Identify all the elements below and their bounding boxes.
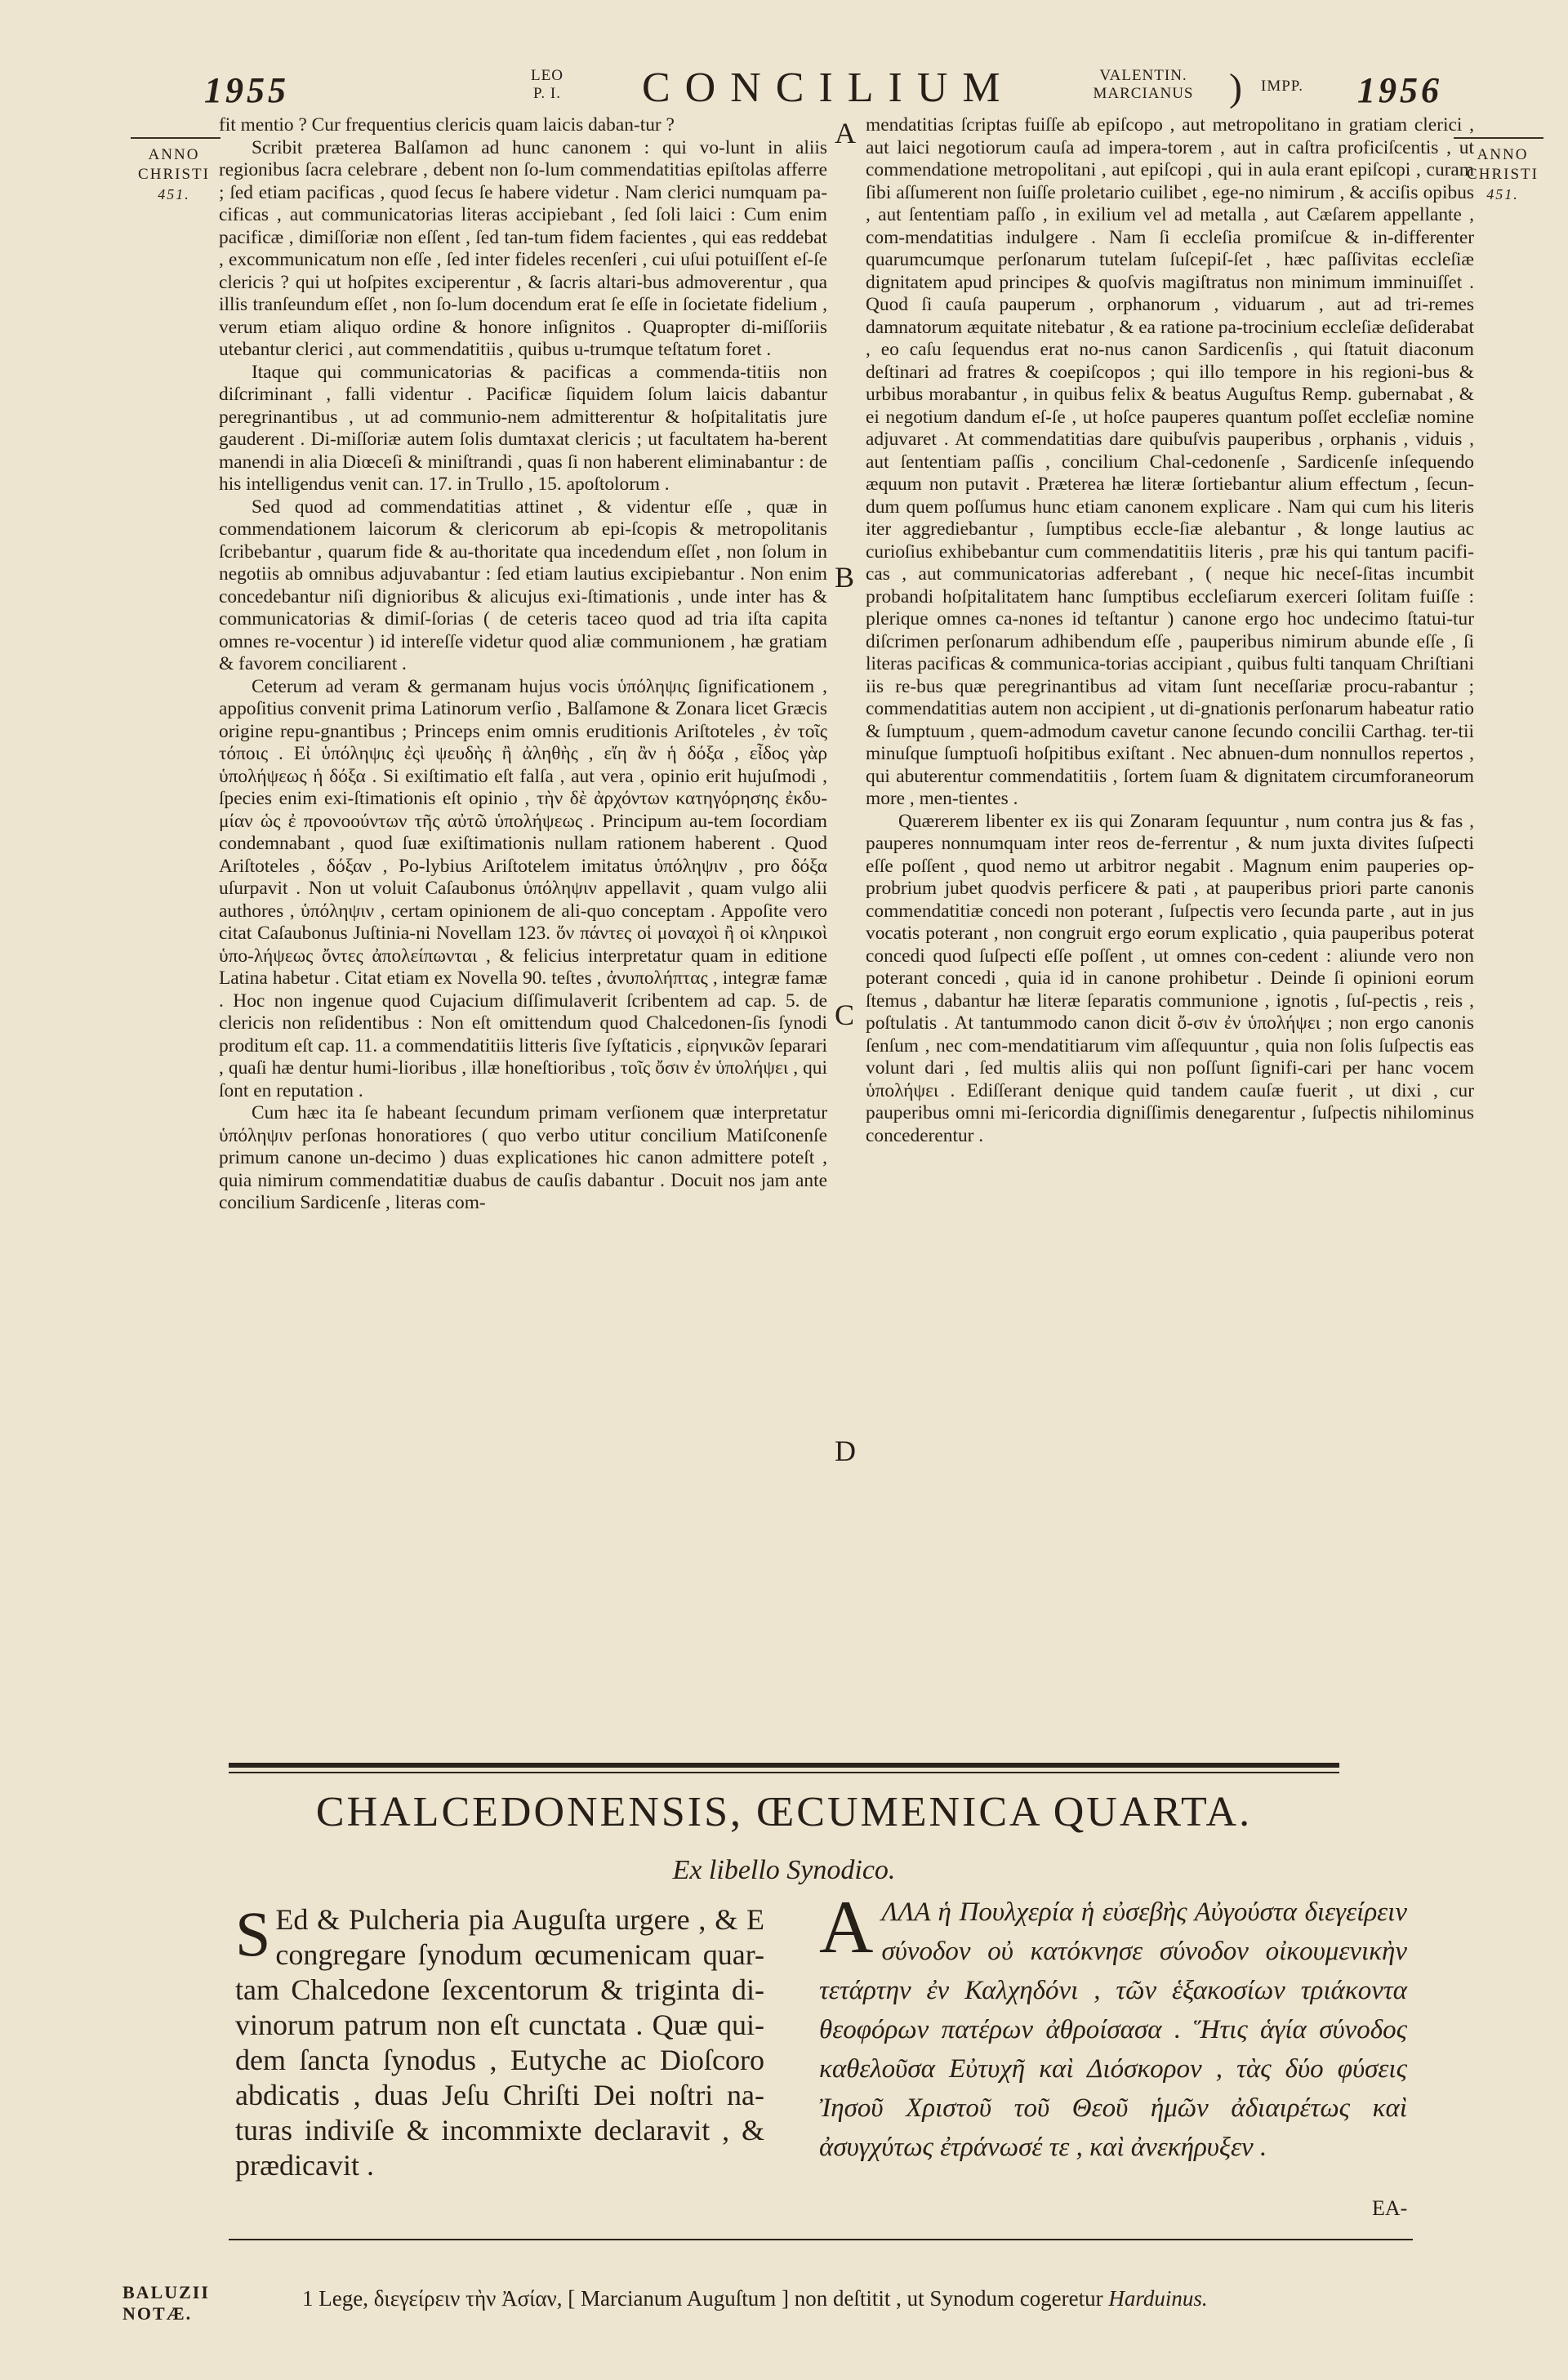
running-title: CONCILIUM: [642, 65, 1015, 111]
section-subtitle: Ex libello Synodico.: [672, 1855, 896, 1885]
footnote-body: 1 Lege, διεγείρειν τὴν Ἀσίαν, [ Marcianum Auguſtum ] non deſtitit , ut Synodum cogeretur: [302, 2286, 1109, 2311]
right-page-number: 1956: [1357, 70, 1442, 110]
impp-label: IMPP.: [1261, 78, 1303, 95]
section-letter-c: C: [835, 999, 855, 1031]
column-paragraph: Scribit præterea Balſamon ad hunc canonem : qui vo-lunt in aliis regionibus ſacra celebrare , debent non ſo-lum commendatitias epiſtolas afferre ; ſed etiam pacificas , quod ſecus ſe habere videtur . Nam clerici numquam pa-cificas , aut communicatorias literas accipiebant , ſed ſoli laici : Cum enim pacificæ , dimiſſoriæ non eſſent , ſed tan-tum fidem facientes , qui eas reddebat , excommunicatum non eſſe , ſed inter fideles recenſeri , cui uſui potuiſſent eſ-ſe clericis ? qui ut hoſpites exciperentur , & ſacris altari-bus admoverentur , qua illis tranſeundum eſſet , non ſo-lum docendum erat ſe eſſe in ſocietate fidelium , verum etiam aliquo ordine & honore inſignitos . Quapropter di-miſſoriis utebantur clerici , aut commendatitiis , quibus u-trumque teſtatum foret .: [219, 136, 827, 360]
section-rule-thick: [229, 1763, 1339, 1768]
column-paragraph: Quærerem libenter ex iis qui Zonaram ſequuntur , num contra jus & fas , pauperes nonnumquam inter reos de-ferrentur , & num juxta divites ſuſpecti eſſe poſſent , quod nemo ut arbitror negabit . Magnum enim pauperies op-probrium jubet quodvis perficere & pati , at pauperibus priori parte canonis commendatitiæ concedi non poterant , ſuſpectis vero ſecunda parte , aut in jus vocatis poterant , non congruit ergo eorum explicatio , quia pauperibus poterat concedi quod ſuſpecti eſſe poſſent , ut omnes con-cedent : aliunde vero non poterant concedi , quia id in canone prohibetur . Deinde ſi opinioni eorum ſtemus , dabantur hæ literæ ſeparatis communione , ignotis , ſuſ-pectis , reis , poſtulatis . At tantummodo canon dicit ὄ-σιν ἐν ὑπολήψει ; non ergo canonis ſenſum , nec com-mendatitiarum vim aſſequuntur , quia non ſolis ſuſpectis eas volunt dari , ſed multis aliis qui non poſſunt ſignifi-cari per hanc vocem ὑπολήψει . Ediſſerant denique quid tandem cauſæ fuerit , ut dixi , cur pauperibus omni mi-ſericordia digniſſimis denegarentur , ſuſpectis nihilominus concederentur .: [866, 810, 1474, 1146]
catchword: EA-: [1372, 2196, 1408, 2220]
anno-label: ANNO: [1477, 146, 1529, 163]
column-paragraph: Sed quod ad commendatitias attinet , & videntur eſſe , quæ in commendationem laicorum & clericorum ab epi-ſcopis & metropolitanis ſcribebantur , quarum fide & au-thoritate qua incedendum eſſet , non ſolum in negotiis ab omnibus adjuvabantur : ſed etiam lautius excipiebantur . Non enim concedebantur niſi dignioribus & alicujus exi-ſtimationis , unde inter has & communicatorias & dimiſ-ſorias ( de ceteris taceo quod ad tria iſta capita omnes re-vocentur ) id intereſſe videtur quod aliæ communionem , hæ gratiam & favorem conciliarent .: [219, 496, 827, 674]
column-paragraph: mendatitias ſcriptas fuiſſe ab epiſcopo , aut metropolitano in gratiam clerici , aut laici negotiorum cauſa ad impera-torem , aut in caſtra proficiſcentis , ut commendatione metropolitani , aut epiſcopi , qui in aula erant epiſcopi , curam ſibi aſſumerent non ſuiſſe proletario cuilibet , ege-no nimirum , & acciſis opibus , aut ſententiam paſſo , in exilium vel ad metalla , aut Cæſarem appellante , com-mendatitias indulgere . Nam ſi eccleſia promiſcue & in-differenter quarumcumque perſonarum tutelam ſuſcepiſ-ſet , hæc paſſivitas eccleſiæ dignitatem apud principes & quoſvis magiſtratus non minimum imminuiſſet . Quod ſi cauſa pauperum , orphanorum , viduarum , aut ad tri-remes damnatorum æquitate nitebatur , & ea ratione pa-trocinium eccleſiæ deſiderabat , eo caſu ſequendus erat no-nus canon Sardicenſis , qui ſtatuit diaconum deſtinari ad fratres & coepiſcopos ; qui illo tempore in his regioni-bus & urbibus morabantur , in quibus felix & beatus Auguſtus Remp. gubernabat , & ei negotium dandum eſ-ſe , ut hoſce pauperes quantum poſſet eccleſiæ nomine adjuvaret . At commendatitias dare quibuſvis pauperibus , orphanis , viduis , aut ſententiam paſſis , concilium Chal-cedonenſe , Sardicenſe inſequendo æquum non putavit . Præterea hæ literæ ſortiebantur alium effectum , ſecun-dum quem poſſumus hunc etiam canonem explicare . Nam qui cum his literis iter aggrediebantur , ſumptibus eccle-ſiæ alebantur , & longe lautius ac curioſius exhibebantur cum commendatitiis literis , præ his qui tantum pacifi-cas , aut communicatorias adferebant , ( neque hic neceſ-ſitas incumbit probandi hoſpitalitatem hanc ſumptibus eccleſiarum exerceri ſolitam fuiſſe : plerique omnes ca-nones id teſtantur ) canone ergo hoc undecimo ſtatui-tur diſcrimen perſonarum adhibendum eſſe , pauperibus nimirum abunde eſſe , ſi literas pacificas & communica-torias accipiant , quibus fulti tanquam Chriſtiani iis re-bus quæ peregrinantibus ad vitam ſunt neceſſariæ procu-rabantur ; commendatitias autem non accipient , ut di-gnationis perſonarum habeatur ratio & ſumptuum , quem-admodum cavetur canone ſecundo concilii Carthag. ter-tii minuſque ſumptuoſi hoſpitibus exiſtant . Nec abnuen-dum nonnullos repertos , qui abuterentur commendatitiis , ſortem ſuam & dignitatem circumforaneorum more , men-tientes .: [866, 114, 1474, 809]
christi-label: CHRISTI: [1467, 166, 1539, 183]
anno-label: ANNO: [148, 146, 200, 163]
margin-note-left: [121, 145, 227, 204]
emperor-line-1: VALENTIN.: [1099, 67, 1187, 84]
left-page-number: 1955: [204, 70, 289, 110]
pope-line: P. I.: [532, 85, 562, 102]
right-column: [866, 114, 1474, 1147]
notes-label: [122, 2282, 210, 2324]
greek-text: ΛΛΑ ἡ Πουλχερία ἡ εὐσεβὴς Αὐγούστα διεγείρειν σύνοδον οὐ κατόκνησε σύνοδον οἰκουμενικὴν τετάρτην ἐν Καλχηδόνι , τῶν ἑξακοσίων τριάκοντα θεοφόρων πατέρων ἀθροίσασα . Ἥτις ἁγία σύνοδος καθελοῦσα Εὐτυχῆ καὶ Διόσκορον , τὰς δύο φύσεις Ἰησοῦ Χριστοῦ τοῦ Θεοῦ ἡμῶν ἀδιαιρέτως καὶ ἀσυγχύτως ἐτράνωσέ τε , καὶ ἀνεκήρυξεν .: [819, 1897, 1407, 2162]
emperor-line-2: MARCIANUS: [1093, 85, 1194, 102]
brace-glyph: ): [1229, 66, 1242, 109]
leo-line: LEO: [531, 67, 564, 84]
latin-text-block: [235, 1898, 764, 2183]
footnote-text: [302, 2286, 1208, 2311]
footnote-author: Harduinus.: [1108, 2286, 1208, 2311]
column-paragraph: fit mentio ? Cur frequentius clericis quam laicis daban-tur ?: [219, 114, 675, 136]
column-paragraph: Cum hæc ita ſe habeant ſecundum primam verſionem quæ interpretatur ὑπόληψιν perſonas honoratiores ( quo verbo utitur concilium Matiſconenſe primum canone un-decimo ) duas explicationes hic canon admittere poteſt , quia nimirum commendatitiæ duabus de cauſis dabantur . Docuit nos jam ante concilium Sardicenſe , literas com-: [219, 1102, 827, 1213]
year-label: 451.: [1486, 186, 1519, 202]
section-title: CHALCEDONENSIS, ŒCUMENICA QUARTA.: [315, 1789, 1253, 1835]
greek-text-block: [819, 1885, 1407, 2167]
notes-label-line-1: BALUZII: [122, 2282, 210, 2302]
section-rule-thin: [229, 1772, 1339, 1773]
year-label: 451.: [158, 186, 190, 202]
column-paragraph: Itaque qui communicatorias & pacificas a commenda-titiis non diſcriminant , falli videntur . Pacificæ ſiquidem ſolum laicis dabantur peregrinantibus , ut ad communio-nem admitterentur & hoſpitalitatis jure gauderent . Di-miſſoriæ autem ſolis dumtaxat clericis ; ut facultatem ha-berent manendi in alia Diœceſi & miniſtrandi , quas ſi non haberent eliminabantur : de his intelligendus venit can. 17. in Trullo , 15. apoſtolorum .: [219, 361, 827, 495]
latin-drop-cap: S: [235, 1898, 271, 1969]
section-letter-d: D: [835, 1435, 856, 1467]
notes-label-line-2: NOTÆ.: [122, 2303, 193, 2324]
latin-text: Ed & Pulcheria pia Auguſta urgere , & E congregare ſynodum œcumenicam quar-tam Chalcedone ſexcentorum & triginta di-vinorum patrum non eſt cunctata . Quæ qui-dem ſancta ſynodus , Eutyche ac Dioſcoro abdicatis , duas Jeſu Chriſti Dei noſtri na-turas indiviſe & incommixte declaravit , & prædicavit .: [235, 1903, 764, 2182]
greek-drop-cap: Α: [819, 1885, 874, 1969]
christi-label: CHRISTI: [138, 166, 210, 183]
section-letter-a: A: [835, 117, 856, 149]
margin-rule-left: [131, 137, 220, 139]
section-letter-b: B: [835, 561, 855, 594]
left-column: [219, 114, 827, 1215]
emperors-header: [1058, 67, 1229, 103]
footnote-rule: [229, 2239, 1413, 2240]
leo-header: [523, 67, 572, 103]
column-paragraph: Ceterum ad veram & germanam hujus vocis ὑπόληψις ſignificationem , appoſitius convenit prima Latinorum verſio , Balſamone & Zonara licet Græcis origine repu-gnantibus ; Princeps enim omnis eruditionis Ariſtoteles , ἐν τοῖς τόποις . Εἰ ὑπόληψις ἐςὶ ψευδὴς ἢ ἀληθὴς , εἴη ἂν ἡ δόξα , εἶδος γὰρ ὑπολήψεως ἡ δόξα . Si exiſtimatio eſt falſa , aut vera , opinio erit hujuſmodi , ſpecies enim exi-ſtimationis eſt opinio , τὴν δὲ ἀρχόντων κατηγόρησης ἐκδυ-μίαν ὡς ἐ πρoνοoύντων τῆς αὐτῶ ὑπολήψεως . Principum au-tem ſocordiam condemnabant , quod ſuæ exiſtimationis nullam rationem haberent . Quod Ariſtoteles , δόξαν , Po-lybius Ariſtotelem imitatus ὑπόληψιν , pro δόξα uſurpavit . Non ut voluit Caſaubonus ὑπόληψιν appellavit , quam vulgo alii authores , ὑπόληψιν , certam opinionem de ali-quo conceptam . Appoſite vero citat Caſaubonus Juſtinia-ni Novellam 123. ὅν πάντες οἱ μοναχοὶ ἢ οἱ κληρικοὶ ὑπο-λήψεως ὄντες ἀπολείπωνται , & felicius interpretatur quam in editione Latina habetur . Citat etiam ex Novella 90. teſtes , ἀνυπολήπτας , integræ famæ . Hoc non ingenue quod Cujacium diſſimulaverit ſcribentem ad cap. 5. de clericis non reſidentibus : Non eſt omittendum quod Chalcedonen-ſis ſynodi proditum eſt cap. 11. a commendatitiis litteris ſive ſyſtaticis , εἰρηνικῶν ſeparari , quaſi hæ dentur humi-lioribus , illæ honeſtioribus , τοῖς ὄσιν ἐν ὑπολήψει , qui ſont en reputation .: [219, 675, 827, 1101]
